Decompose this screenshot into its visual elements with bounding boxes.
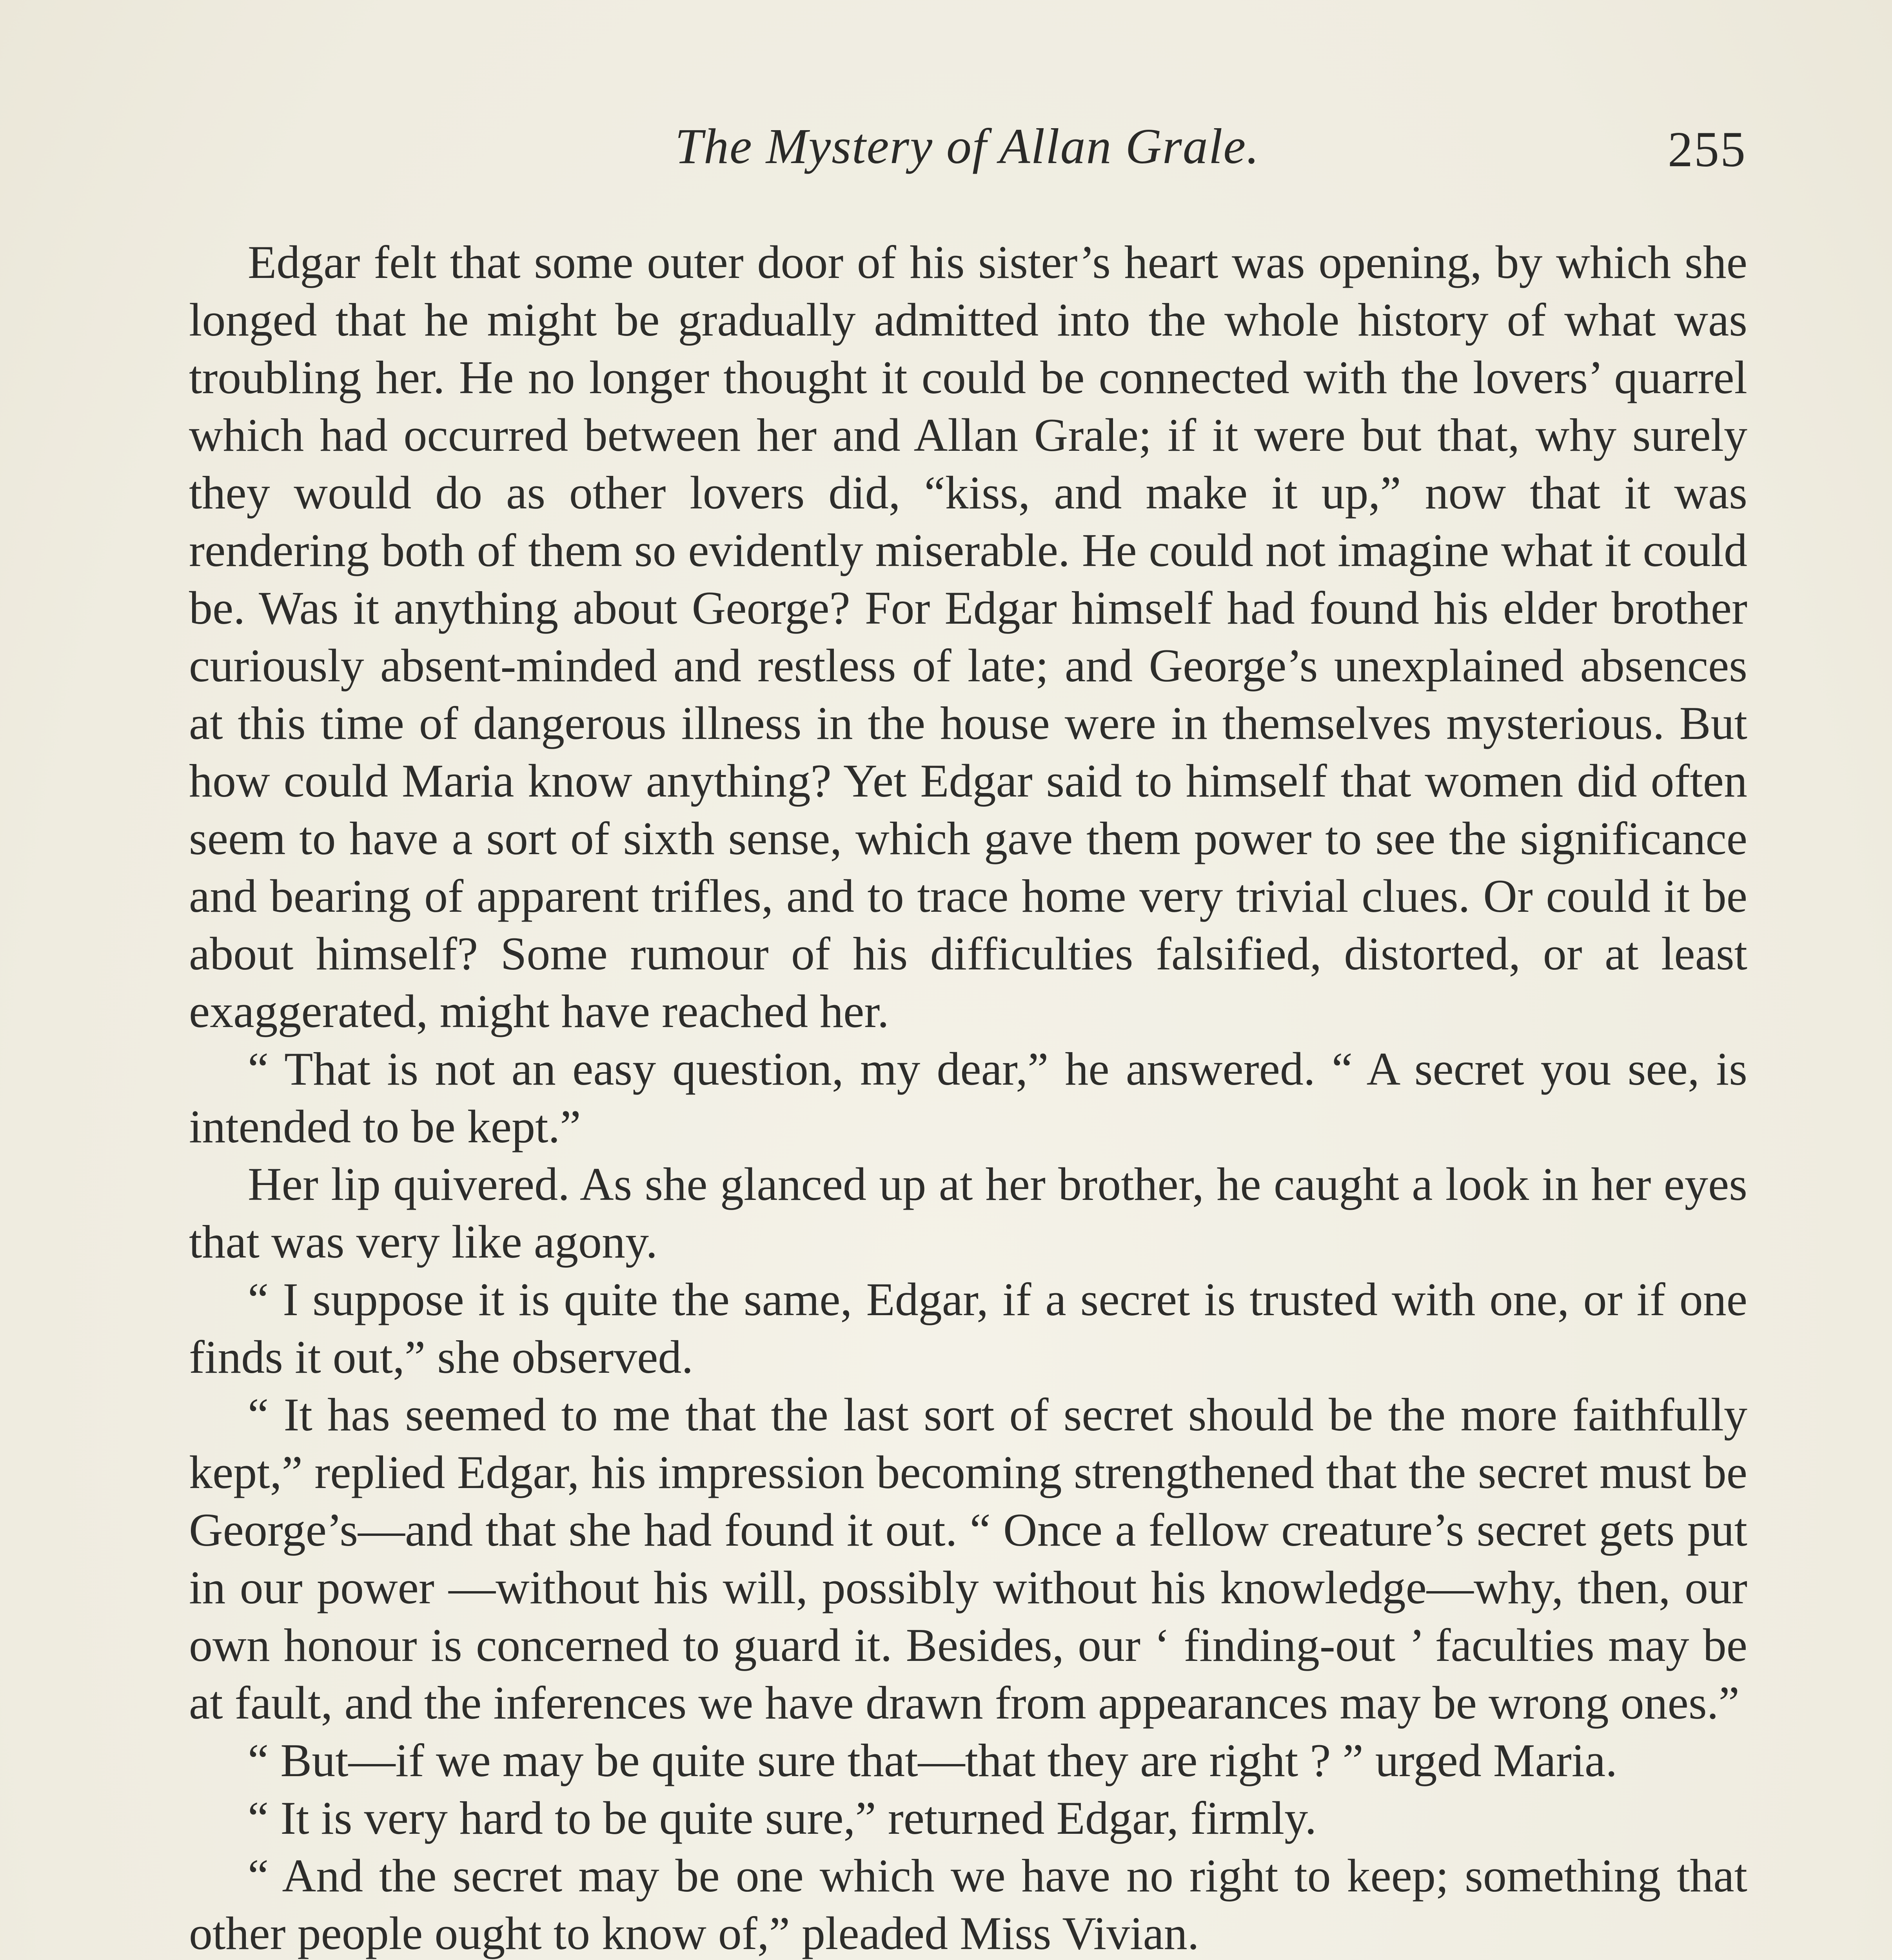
paragraph: “ But—if we may be quite sure that—that they are right ? ” urged Maria. <box>248 1734 1618 1786</box>
paragraph: “ It has seemed to me that the last sort of secret should be the more faithfully kept,” replied Edgar, his impression becoming strengthened that the secret must be George’s—and that she had found it out. “ Once a fellow creature’s secret gets put in our power —without his will, possibly without his knowledge—why, then, our own honour is concerned to guard it. Besides, our ‘ finding-out ’ faculties may be at fault, and the inferences we have drawn from appearances may be wrong ones.” <box>189 1388 1747 1729</box>
body-text <box>189 233 1747 1960</box>
paragraph: Her lip quivered. As she glanced up at her brother, he caught a look in her eyes that was very like agony. <box>189 1158 1747 1268</box>
paragraph: “ It is very hard to be quite sure,” returned Edgar, firmly. <box>248 1792 1317 1844</box>
paragraph: “ And the secret may be one which we have no right to keep; something that other people ought to know of,” pleaded Miss Vivian. <box>189 1849 1747 1959</box>
running-title: The Mystery of Allan Grale. <box>675 118 1260 174</box>
paragraph: “ I suppose it is quite the same, Edgar, if a secret is trusted with one, or if one finds it out,” she observed. <box>189 1273 1747 1383</box>
running-head <box>188 118 1747 176</box>
page-number: 255 <box>1668 122 1747 177</box>
paragraph: Edgar felt that some outer door of his sister’s heart was opening, by which she longed that he might be gradually admitted into the whole history of what was troubling her. He no longer thought it could be connected with the lovers’ quarrel which had occurred between her and Allan Grale; if it were but that, why surely they would do as other lovers did, “kiss, and make it up,” now that it was rendering both of them so evidently miserable. He could not imagine what it could be. Was it anything about George? For Edgar himself had found his elder brother curiously absent-minded and restless of late; and George’s unexplained absences at this time of dangerous illness in the house were in themselves mysterious. But how could Maria know anything? Yet Edgar said to himself that women did often seem to have a sort of sixth sense, which gave them power to see the significance and bearing of apparent trifles, and to trace home very trivial clues. Or could it be about himself? Some rumour of his difficulties falsified, distorted, or at least exaggerated, might have reached her. <box>189 236 1747 1037</box>
paragraph: “ That is not an easy question, my dear,” he answered. “ A secret you see, is intended to be kept.” <box>189 1043 1747 1152</box>
